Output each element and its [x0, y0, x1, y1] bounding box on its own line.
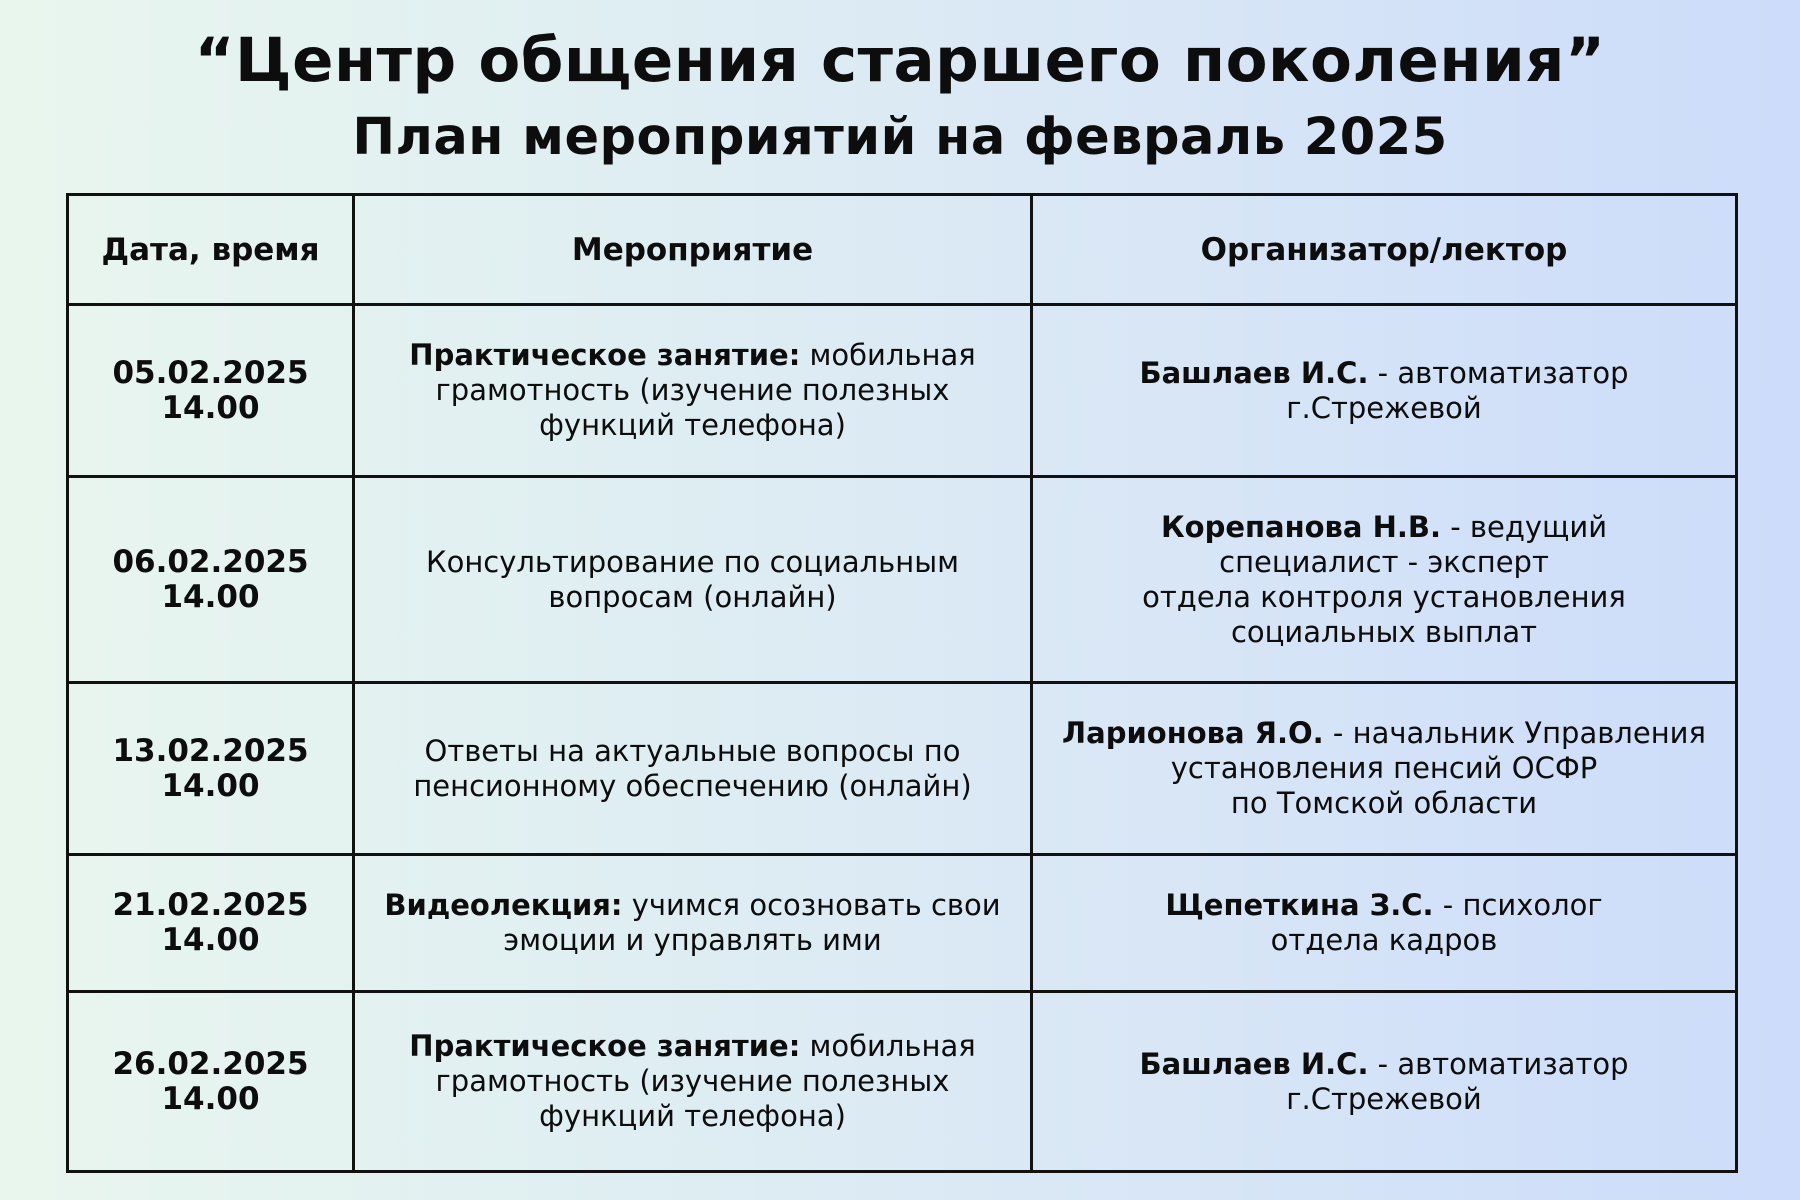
- organizer-role: - ведущий: [1440, 509, 1608, 544]
- organizer-role: социальных выплат: [1230, 614, 1538, 649]
- event-date: 06.02.2025: [112, 543, 309, 580]
- event-date: 05.02.2025: [112, 354, 309, 391]
- event-cell: [354, 855, 1032, 992]
- event-text: Ответы на актуальные вопросы по: [424, 733, 961, 768]
- date-cell: [68, 477, 354, 683]
- event-text: Консультирование по социальным: [426, 544, 959, 579]
- page-title: “Центр общения старшего поколения”: [194, 25, 1606, 96]
- schedule-table: [66, 193, 1738, 1173]
- event-time: 14.00: [161, 922, 260, 958]
- table-row: [68, 992, 1737, 1172]
- organizer-cell: [1032, 305, 1737, 477]
- table-row: [68, 305, 1737, 477]
- organizer-cell: [1032, 992, 1737, 1172]
- event-type: Практическое занятие:: [409, 1029, 801, 1063]
- event-text: вопросам (онлайн): [548, 579, 837, 614]
- column-header-date: Дата, время: [68, 195, 354, 305]
- event-cell: [354, 992, 1032, 1172]
- event-cell: [354, 683, 1032, 855]
- event-text: мобильная: [800, 338, 976, 372]
- organizer-name: Башлаев И.С.: [1139, 1046, 1369, 1081]
- event-date: 26.02.2025: [112, 1045, 309, 1082]
- date-cell: [68, 305, 354, 477]
- event-text: учимся осозновать свои: [622, 888, 1001, 922]
- event-text: функций телефона): [539, 1099, 846, 1133]
- organizer-role: по Томской области: [1230, 786, 1538, 820]
- organizer-name: Корепанова Н.В.: [1160, 509, 1441, 544]
- organizer-role: отдела контроля установления: [1142, 579, 1626, 614]
- organizer-role: г.Стрежевой: [1286, 390, 1482, 425]
- organizer-name: Щепеткина З.С.: [1165, 888, 1434, 922]
- page-subtitle: План мероприятий на февраль 2025: [352, 108, 1448, 167]
- event-text: мобильная: [800, 1029, 976, 1063]
- organizer-role: отдела кадров: [1270, 923, 1498, 957]
- event-date: 21.02.2025: [112, 887, 309, 923]
- date-cell: [68, 683, 354, 855]
- column-header-event: Мероприятие: [354, 195, 1032, 305]
- event-date: 13.02.2025: [112, 732, 309, 769]
- event-cell: [354, 477, 1032, 683]
- table-row: [68, 855, 1737, 992]
- event-cell: [354, 305, 1032, 477]
- event-text: функций телефона): [539, 408, 846, 442]
- organizer-cell: [1032, 683, 1737, 855]
- date-cell: [68, 992, 354, 1172]
- table-row: [68, 477, 1737, 683]
- organizer-name: Башлаев И.С.: [1139, 355, 1369, 390]
- organizer-cell: [1032, 855, 1737, 992]
- organizer-role: - начальник Управления: [1323, 716, 1706, 750]
- event-type: Видеолекция:: [384, 888, 623, 922]
- organizer-cell: [1032, 477, 1737, 683]
- column-header-organizer: Организатор/лектор: [1032, 195, 1737, 305]
- table-row: [68, 683, 1737, 855]
- organizer-role: - автоматизатор: [1368, 355, 1629, 390]
- organizer-role: установления пенсий ОСФР: [1170, 751, 1598, 785]
- organizer-role: г.Стрежевой: [1286, 1081, 1482, 1116]
- event-time: 14.00: [161, 767, 260, 804]
- event-text: грамотность (изучение полезных: [435, 373, 950, 407]
- event-text: грамотность (изучение полезных: [435, 1064, 950, 1098]
- event-text: пенсионному обеспечению (онлайн): [413, 768, 972, 803]
- event-time: 14.00: [161, 1080, 260, 1117]
- event-text: эмоции и управлять ими: [503, 923, 882, 957]
- organizer-name: Ларионова Я.О.: [1062, 716, 1324, 750]
- event-time: 14.00: [161, 389, 260, 426]
- table-header-row: [68, 195, 1737, 305]
- date-cell: [68, 855, 354, 992]
- event-time: 14.00: [161, 578, 260, 615]
- organizer-role: специалист - эксперт: [1219, 544, 1549, 579]
- organizer-role: - психолог: [1433, 888, 1603, 922]
- organizer-role: - автоматизатор: [1368, 1046, 1629, 1081]
- event-type: Практическое занятие:: [409, 338, 801, 372]
